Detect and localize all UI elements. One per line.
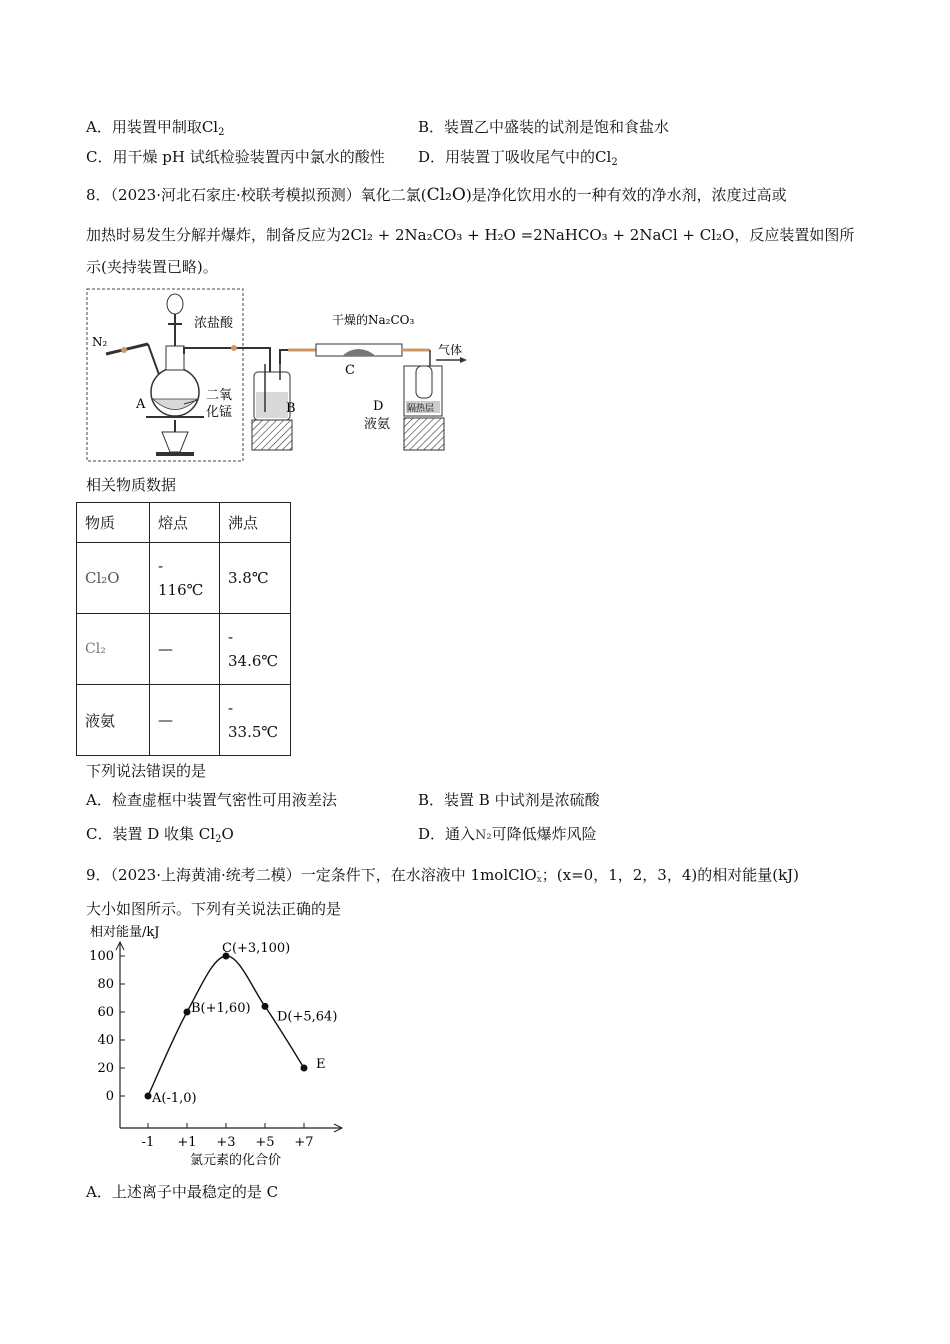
q8-stem-text: 加热时易发生分解并爆炸，制备反应为 xyxy=(86,226,342,244)
table-row xyxy=(77,543,291,614)
table-cell: - 34.6℃ xyxy=(220,614,291,685)
q8-stem-text: ，反应装置如图所 xyxy=(734,226,855,244)
x-tick-label: +1 xyxy=(177,1135,197,1150)
conc-hcl-label: 浓盐酸 xyxy=(194,316,234,331)
q8-option-d xyxy=(418,823,597,844)
table-cell: 液氨 xyxy=(77,685,150,756)
q7-option-d xyxy=(418,146,618,168)
q9-stem-line1 xyxy=(86,864,799,885)
x-tick-label: +3 xyxy=(216,1135,236,1150)
alcohol-lamp-icon xyxy=(162,432,188,452)
q8-stem-line2 xyxy=(86,224,854,245)
q8-option-d-text: D．通入 xyxy=(418,825,476,843)
table-row xyxy=(77,614,291,685)
table-caption: 相关物质数据 xyxy=(86,476,177,494)
y-tick-label: 20 xyxy=(97,1061,114,1076)
y-tick-label: 100 xyxy=(89,949,114,964)
data-point xyxy=(301,1065,308,1072)
table-cell: — xyxy=(150,614,220,685)
data-point-label: C(+3,100) xyxy=(222,941,291,956)
x-tick-label: +7 xyxy=(294,1135,314,1150)
q8-stem-text: 8．（2023·河北石家庄·校联考模拟预测）氧化二氯( xyxy=(86,186,427,204)
q9-option-a: A．上述离子中最稳定的是 C xyxy=(86,1183,279,1201)
y-tick-label: 80 xyxy=(97,977,114,992)
q7-option-a xyxy=(86,116,224,138)
stand-d xyxy=(404,418,444,450)
q8-option-d-text: 可降低爆炸风险 xyxy=(491,825,597,843)
flask-neck xyxy=(166,346,184,370)
q8-question: 下列说法错误的是 xyxy=(86,762,207,780)
q9-stem-text: 9．（2023·上海黄浦·统考二模）一定条件下，在水溶液中 1molClO xyxy=(86,866,537,884)
n2-tube xyxy=(106,344,148,354)
gas-label: 气体 xyxy=(438,343,463,357)
lamp-base xyxy=(156,452,194,456)
q8-stem-line3: 示(夹持装置已略)。 xyxy=(86,258,218,276)
liquid-nh3-label: 液氨 xyxy=(364,417,391,432)
mno2-label-1: 二氧 xyxy=(206,388,233,403)
q8-equation: 2Cl₂ + 2Na₂CO₃ + H₂O =2NaHCO₃ + 2NaCl + Cl₂O xyxy=(341,226,735,244)
data-point-label: B(+1,60) xyxy=(191,1001,251,1016)
y-tick-label: 0 xyxy=(105,1089,114,1104)
table-header-cell: 物质 xyxy=(77,503,150,543)
table-header-cell: 沸点 xyxy=(220,503,291,543)
tube-to-c xyxy=(280,350,316,364)
apparatus-diagram xyxy=(80,284,480,466)
mno2-label-2: 化锰 xyxy=(206,405,233,420)
q9-stem-sub: x xyxy=(536,875,542,885)
q7-option-d-sub: 2 xyxy=(611,157,618,168)
u-tube-icon xyxy=(416,366,432,398)
q9-stem-text: ；(x=0，1，2，3，4)的相对能量(kJ) xyxy=(541,866,800,884)
energy-curve xyxy=(148,956,304,1096)
table-header-cell: 熔点 xyxy=(150,503,220,543)
q7-option-a-sub: 2 xyxy=(218,127,225,138)
table-cell: - 33.5℃ xyxy=(220,685,291,756)
table-row xyxy=(77,685,291,756)
q7-option-c: C．用干燥 pH 试纸检验装置丙中氯水的酸性 xyxy=(86,148,385,166)
clamp-icon xyxy=(121,347,127,353)
q9-stem-sup: - xyxy=(536,867,540,877)
chart-xlabel: 氯元素的化合价 xyxy=(190,1153,282,1168)
data-point-label: E xyxy=(316,1057,326,1072)
y-tick-label: 60 xyxy=(97,1005,114,1020)
properties-table xyxy=(76,502,291,756)
y-tick-label: 40 xyxy=(97,1033,114,1048)
stand-b xyxy=(252,420,292,450)
chart-ylabel: 相对能量/kJ xyxy=(90,925,160,940)
bottle-b-liquid xyxy=(256,392,288,418)
data-point xyxy=(145,1093,152,1100)
data-point xyxy=(184,1009,191,1016)
q8-option-c xyxy=(86,823,234,845)
label-b: B xyxy=(286,401,296,416)
q8-cl2o-formula: Cl₂O xyxy=(426,185,466,205)
q8-option-c-text: O xyxy=(221,825,234,843)
n2-label: N₂ xyxy=(92,335,108,349)
q9-stem-line2: 大小如图所示。下列有关说法正确的是 xyxy=(86,900,342,918)
energy-chart xyxy=(80,920,370,1170)
tube-to-b xyxy=(184,348,270,374)
q7-option-a-text: A．用装置甲制取Cl xyxy=(86,118,219,136)
q8-option-b: B．装置 B 中试剂是浓硫酸 xyxy=(418,791,600,809)
q8-option-a: A．检查虚框中装置气密性可用液差法 xyxy=(86,791,337,809)
data-point xyxy=(262,1003,269,1010)
table-header-row xyxy=(77,503,291,543)
separatory-funnel-icon xyxy=(167,294,183,314)
q8-option-d-n2: N₂ xyxy=(475,828,492,843)
clamp-icon xyxy=(231,345,237,351)
q7-option-d-text: D．用装置丁吸收尾气中的Cl xyxy=(418,148,612,166)
table-cell: — xyxy=(150,685,220,756)
arrow-icon xyxy=(460,357,467,363)
insulation-label: 隔热层 xyxy=(407,404,435,414)
q8-stem-text: )是净化饮用水的一种有效的净水剂，浓度过高或 xyxy=(465,186,787,204)
table-cell: Cl₂ xyxy=(77,614,150,685)
label-d: D xyxy=(373,399,384,414)
table-cell: - 116℃ xyxy=(150,543,220,614)
x-tick-label: -1 xyxy=(141,1135,155,1150)
label-c: C xyxy=(345,363,355,378)
q8-option-c-sub: 2 xyxy=(215,834,222,845)
data-point-label: A(-1,0) xyxy=(152,1091,197,1106)
dry-na2co3-label: 干燥的Na₂CO₃ xyxy=(332,313,415,327)
q7-option-b: B．装置乙中盛装的试剂是饱和食盐水 xyxy=(418,118,670,136)
data-point-label: D(+5,64) xyxy=(277,1009,338,1025)
table-cell: 3.8℃ xyxy=(220,543,291,614)
q8-option-c-text: C．装置 D 收集 Cl xyxy=(86,825,216,843)
label-a: A xyxy=(136,397,146,412)
table-cell: Cl₂O xyxy=(77,543,150,614)
q8-stem-line1 xyxy=(86,184,787,205)
x-tick-label: +5 xyxy=(255,1135,275,1150)
